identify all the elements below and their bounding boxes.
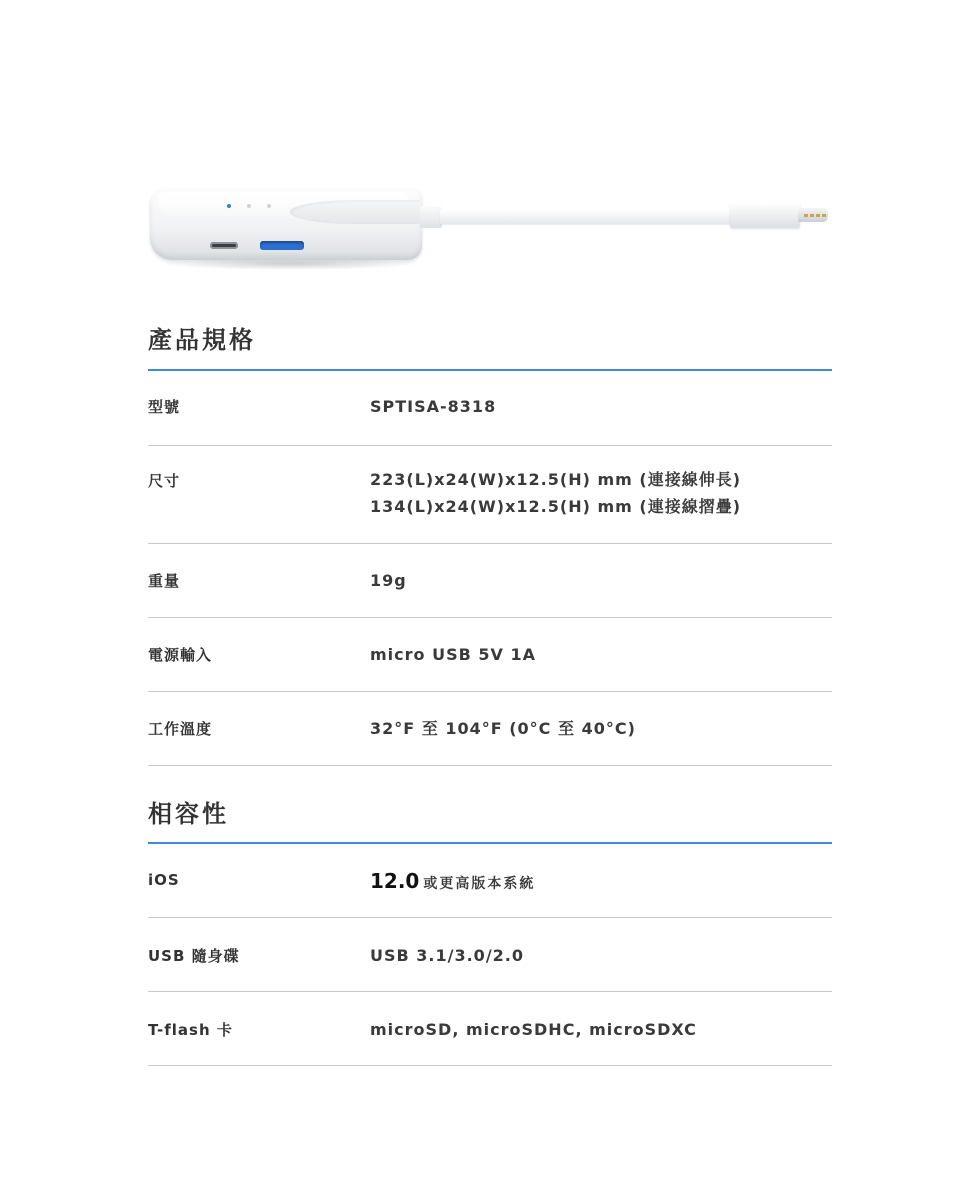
flat-cable	[440, 210, 732, 224]
compat-row-tflash-card	[148, 1019, 832, 1066]
lightning-pin	[816, 214, 820, 217]
lightning-connector-housing	[730, 202, 800, 228]
spec-label: T-flash 卡	[148, 1021, 233, 1039]
specs-section-title: 產品規格	[148, 326, 256, 354]
compatibility-title-rule	[148, 842, 832, 844]
lightning-pin	[804, 214, 808, 217]
product-image-usb-hub	[140, 170, 840, 300]
status-led-icon	[267, 204, 271, 208]
spec-value-line: microSD, microSDHC, microSDXC	[370, 1020, 697, 1039]
spec-value-line: 19g	[370, 571, 407, 590]
spec-label: 型號	[148, 398, 181, 416]
spec-value-line: USB 3.1/3.0/2.0	[370, 946, 524, 965]
spec-label: 重量	[148, 572, 181, 590]
ios-version: 12.0	[370, 869, 420, 893]
ios-version-suffix: 或更高版本系統	[423, 876, 536, 892]
lightning-pin	[810, 214, 814, 217]
spec-row-power-input	[148, 644, 832, 692]
status-led-icon	[247, 204, 251, 208]
spec-value-line: 134(L)x24(W)x12.5(H) mm (連接線摺疊)	[370, 497, 742, 516]
lightning-pin	[822, 214, 826, 217]
spec-label: 電源輸入	[148, 646, 213, 664]
spec-value	[370, 868, 535, 898]
spec-value	[370, 641, 536, 668]
spec-label: iOS	[148, 871, 180, 889]
status-led-icon	[227, 204, 231, 208]
spec-value-line: micro USB 5V 1A	[370, 645, 536, 664]
spec-label: USB 隨身碟	[148, 947, 240, 965]
cable-strain-relief	[420, 206, 442, 228]
spec-row-model	[148, 396, 832, 446]
spec-label: 尺寸	[148, 472, 181, 490]
spec-value-line: 223(L)x24(W)x12.5(H) mm (連接線伸長)	[370, 470, 742, 489]
micro-usb-port-icon	[210, 242, 238, 249]
compat-row-usb-drive	[148, 945, 832, 992]
compatibility-section-title: 相容性	[148, 800, 229, 828]
spec-value	[370, 942, 524, 969]
specs-title-rule	[148, 369, 832, 371]
spec-value	[370, 393, 496, 420]
spec-row-operating-temperature	[148, 718, 832, 766]
spec-value	[370, 567, 407, 594]
spec-value-line: 32°F 至 104°F (0°C 至 40°C)	[370, 719, 636, 738]
hub-ridge	[290, 200, 420, 224]
spec-label: 工作溫度	[148, 720, 213, 738]
usb-a-port-icon	[260, 241, 304, 250]
spec-row-dimensions	[148, 470, 832, 544]
spec-row-weight	[148, 570, 832, 618]
spec-value-line: SPTISA-8318	[370, 397, 497, 416]
compat-row-ios	[148, 871, 832, 918]
spec-value	[370, 715, 636, 742]
spec-value	[370, 466, 741, 520]
spec-value	[370, 1016, 697, 1043]
